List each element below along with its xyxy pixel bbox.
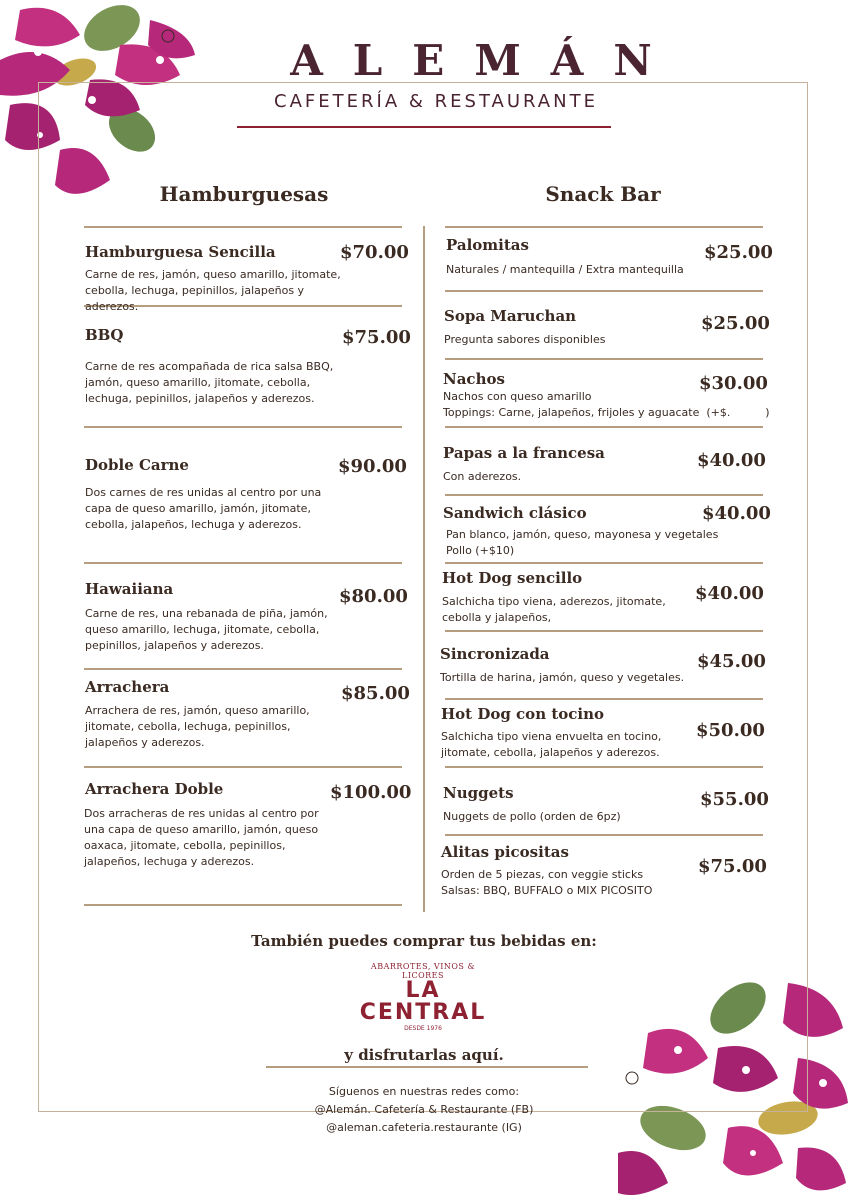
footer-divider [266,1066,588,1068]
item-description: Tortilla de harina, jamón, queso y vegetales. [440,671,685,684]
hamburguesas-title: Hamburguesas [159,182,329,206]
divider [84,668,402,670]
item-description: Pan blanco, jamón, queso, mayonesa y vegetales [446,528,719,541]
item-price: $55.00 [700,789,769,810]
item-price: $85.00 [341,683,410,704]
divider [84,766,402,768]
item-description: Pregunta sabores disponibles [444,333,606,346]
item-extra: Pollo (+$10) [446,544,515,557]
item-price: $40.00 [702,503,771,524]
divider [445,630,763,632]
item-name: Alitas picositas [441,843,569,861]
item-price: $40.00 [695,583,764,604]
item-sauces: Salsas: BBQ, BUFFALO o MIX PICOSITO [441,884,653,897]
divider [445,562,763,564]
item-name: Hot Dog sencillo [442,569,583,587]
item-name: Nuggets [443,784,514,802]
item-description: Naturales / mantequilla / Extra mantequilla [446,263,684,276]
item-price: $30.00 [699,373,768,394]
item-description: Dos arracheras de res unidas al centro por una capa de queso amarillo, jamón, queso oaxaca, jitomate, cebolla, pepinillos, jalapeños, lechuga y aderezos. [84,807,319,868]
item-price: $50.00 [696,720,765,741]
item-price: $70.00 [340,242,409,263]
item-name: Sopa Maruchan [444,307,577,325]
snack-bar-title: Snack Bar [545,182,661,206]
divider [445,226,763,228]
item-description: Carne de res, una rebanada de piña, jamón, queso amarillo, lechuga, jitomate, cebolla, pepinillos, jalapeños y aderezos. [85,607,328,652]
item-description: Carne de res acompañada de rica salsa BBQ, jamón, queso amarillo, jitomate, cebolla, lechuga, pepinillos, jalapeños y aderezos. [85,360,334,405]
brand-subtitle: CAFETERÍA & RESTAURANTE [274,91,598,112]
logo-tagline: ABARROTES, VINOS & LICORES [370,962,476,980]
divider [445,426,763,428]
item-name: Hamburguesa Sencilla [85,243,276,261]
item-price: $40.00 [697,450,766,471]
logo-line-2: CENTRAL [359,1000,487,1025]
header-divider [237,126,611,128]
item-description: Con aderezos. [443,470,522,483]
item-description: Salchicha tipo viena envuelta en tocino, jitomate, cebolla, jalapeños y aderezos. [441,730,662,759]
divider [445,290,763,292]
facebook-handle: @Alemán. Cafetería & Restaurante (FB) [314,1103,534,1116]
brand-title: ALEMÁN [290,36,682,85]
item-description: Dos carnes de res unidas al centro por una capa de queso amarillo, jamón, jitomate, cebolla, jalapeños, lechuga y aderezos. [85,486,322,531]
item-name: Nachos [443,370,505,388]
follow-line: Síguenos en nuestras redes como: [328,1085,520,1098]
item-price: $100.00 [330,782,412,803]
item-price: $25.00 [701,313,770,334]
item-price: $80.00 [339,586,408,607]
item-name: Papas a la francesa [443,444,605,462]
item-description: Orden de 5 piezas, con veggie sticks [441,868,644,881]
item-price: $90.00 [338,456,407,477]
drinks-line: También puedes comprar tus bebidas en: [251,932,597,950]
item-name: BBQ [85,326,124,344]
divider [445,698,763,700]
item-description: Nuggets de pollo (orden de 6pz) [443,810,621,823]
item-price: $75.00 [342,327,411,348]
instagram-handle: @aleman.cafeteria.restaurante (IG) [326,1121,522,1134]
la-central-logo [358,960,488,1040]
item-price: $25.00 [704,242,773,263]
item-price: $75.00 [698,856,767,877]
divider [445,358,763,360]
logo-since: DESDE 1976 [404,1025,442,1032]
divider [445,766,763,768]
item-description: Salchicha tipo viena, aderezos, jitomate, cebolla y jalapeños, [442,595,666,624]
divider [84,562,402,564]
logo-line-1: LA [405,978,441,1003]
enjoy-line: y disfrutarlas aquí. [344,1046,504,1064]
item-description: Arrachera de res, jamón, queso amarillo, jitomate, cebolla, lechuga, pepinillos, jalapeños y aderezos. [85,704,310,749]
item-toppings: Toppings: Carne, jalapeños, frijoles y aguacate (+$. ) [443,406,770,419]
item-name: Doble Carne [85,456,189,474]
item-name: Hawaiiana [85,580,174,598]
item-name: Sandwich clásico [443,504,587,522]
item-description: Nachos con queso amarillo [443,390,592,403]
item-price: $45.00 [697,651,766,672]
item-name: Arrachera Doble [85,780,224,798]
divider [445,494,763,496]
item-name: Hot Dog con tocino [441,705,604,723]
item-name: Arrachera [85,678,170,696]
divider [445,834,763,836]
divider [84,904,402,906]
divider [84,226,402,228]
item-name: Sincronizada [440,645,550,663]
item-name: Palomitas [446,236,529,254]
divider [84,426,402,428]
column-divider [423,226,425,912]
item-description: Carne de res, jamón, queso amarillo, jitomate, cebolla, lechuga, pepinillos, jalapeños y aderezos. [85,268,341,313]
